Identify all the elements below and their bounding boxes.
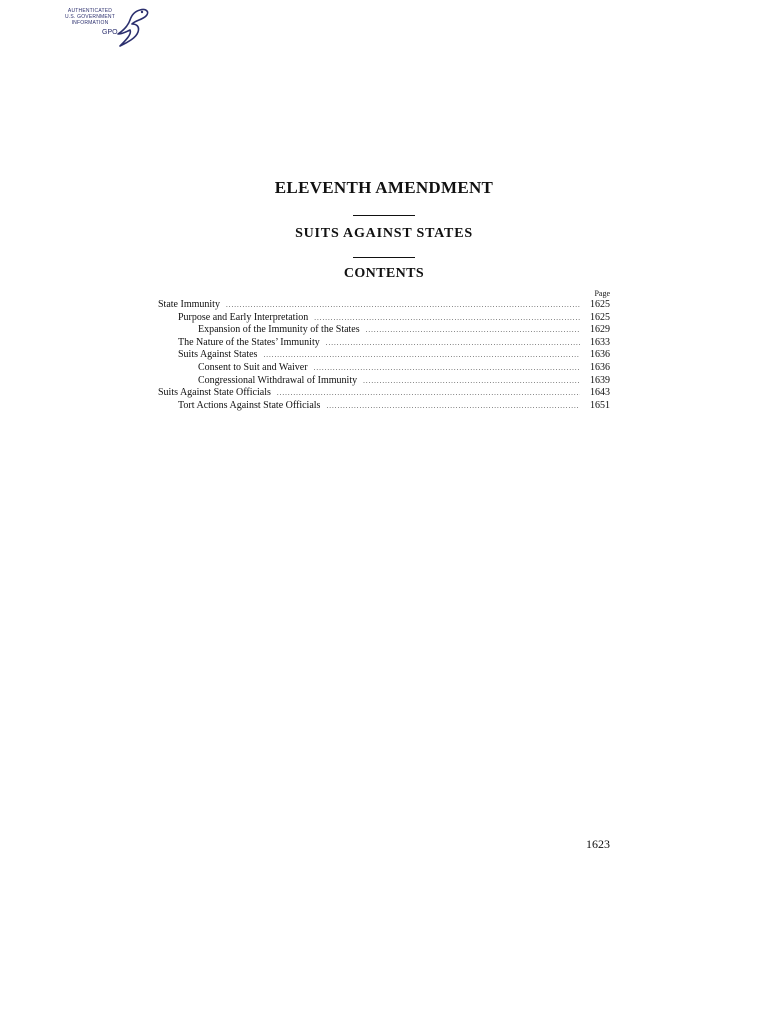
gpo-seal-line: AUTHENTICATED	[67, 8, 113, 14]
gpo-seal-line: INFORMATION	[71, 20, 109, 26]
toc-entry[interactable]	[158, 400, 610, 413]
title-divider	[353, 215, 415, 216]
toc-entry[interactable]	[158, 362, 610, 375]
toc-entry[interactable]	[158, 387, 610, 400]
toc-leader-dots	[326, 400, 580, 413]
toc-entry-page: 1636	[590, 361, 610, 373]
toc-entry-label: Tort Actions Against State Officials	[178, 399, 321, 411]
page-column-label: Page	[594, 289, 610, 298]
toc-entry-page: 1625	[590, 311, 610, 323]
toc-entry-page: 1633	[590, 336, 610, 348]
toc-entry-label: Expansion of the Immunity of the States	[198, 324, 360, 336]
gpo-seal-wordmark: GPO	[102, 29, 118, 36]
toc-entry[interactable]	[158, 337, 610, 350]
toc-leader-dots	[314, 362, 580, 375]
page-subtitle: SUITS AGAINST STATES	[295, 226, 473, 241]
toc-entry-label: State Immunity	[158, 299, 220, 310]
toc-entry[interactable]	[158, 299, 610, 312]
toc-entry-page: 1643	[590, 387, 610, 399]
toc-entry-page: 1636	[590, 349, 610, 361]
gpo-seal-line: U.S. GOVERNMENT	[65, 14, 115, 20]
toc-entry[interactable]	[158, 324, 610, 337]
toc-entry-page: 1625	[590, 299, 610, 310]
toc-entry-label: Purpose and Early Interpretation	[178, 311, 309, 323]
toc-leader-dots	[314, 312, 580, 325]
toc-entry-label: Consent to Suit and Waiver	[198, 361, 308, 373]
toc-entry-page: 1629	[590, 324, 610, 336]
toc-leader-dots	[363, 375, 580, 388]
toc-entry-label: Congressional Withdrawal of Immunity	[198, 374, 358, 386]
toc-leader-dots	[326, 337, 580, 350]
page-title: ELEVENTH AMENDMENT	[274, 178, 494, 197]
toc-entry-page: 1651	[590, 399, 610, 411]
gpo-authentication-seal	[58, 4, 150, 48]
page-number: 1623	[586, 837, 610, 851]
toc-entry-page: 1639	[590, 374, 610, 386]
toc-entry[interactable]	[158, 349, 610, 362]
eagle-icon	[110, 4, 150, 48]
toc-leader-dots	[277, 387, 580, 400]
toc-leader-dots	[366, 324, 580, 337]
toc-entry-label: Suits Against State Officials	[158, 387, 271, 399]
toc-entry-label: Suits Against States	[178, 349, 258, 361]
toc-entry[interactable]	[158, 312, 610, 325]
toc-entry[interactable]	[158, 375, 610, 388]
subtitle-divider	[353, 257, 415, 258]
table-of-contents	[158, 288, 610, 412]
contents-heading: CONTENTS	[343, 266, 425, 281]
toc-leader-dots	[263, 349, 580, 362]
toc-entry-label: The Nature of the States’ Immunity	[178, 336, 320, 348]
toc-leader-dots	[226, 299, 580, 312]
